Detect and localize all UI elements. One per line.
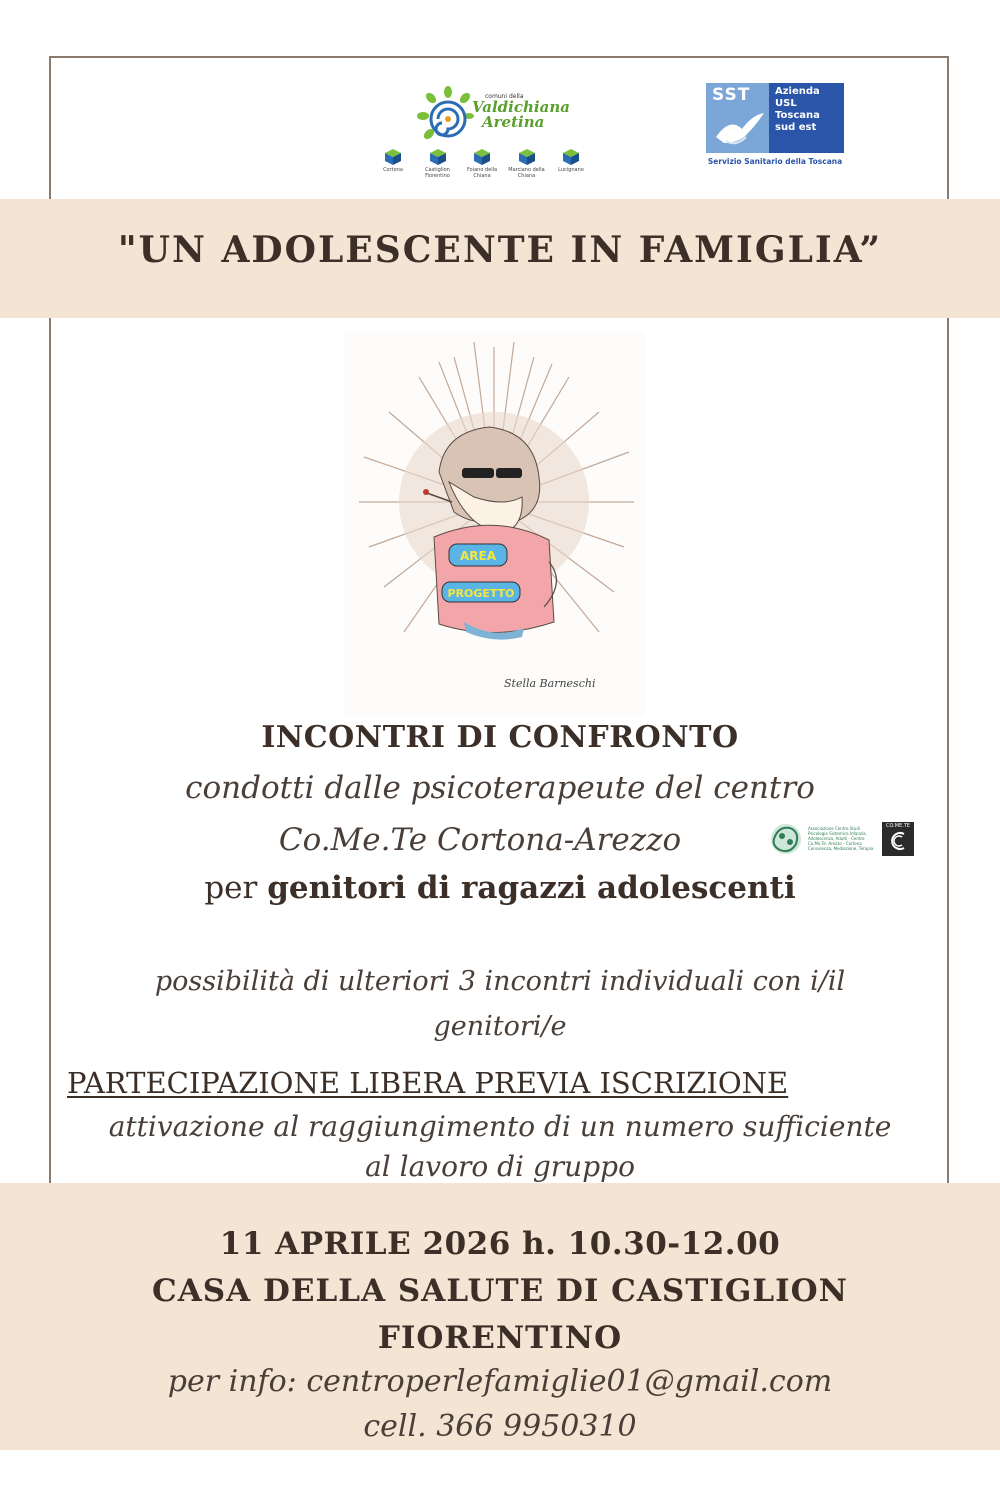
contact-email: per info: centroperlefamiglie01@gmail.com	[167, 1364, 833, 1399]
municipality-item	[417, 148, 459, 188]
illustration-drawing	[344, 332, 645, 716]
sst-logo	[700, 83, 850, 173]
shirt-word-progetto: PROGETTO	[447, 587, 515, 600]
activation-line1: attivazione al raggiungimento di un numero sufficiente	[108, 1110, 892, 1143]
municipality-label: Marciano della Chiana	[508, 167, 545, 179]
municipality-item	[372, 148, 414, 188]
possibility-line1: possibilità di ulteriori 3 incontri individuali con i/il	[154, 966, 846, 997]
sst-title: SST	[712, 85, 751, 105]
sst-line: sud est	[775, 122, 817, 133]
cube-icon	[473, 148, 491, 166]
porcupine-teen-illustration	[344, 332, 645, 716]
sst-line: USL	[775, 98, 797, 109]
participation-text: PARTECIPAZIONE LIBERA PREVIA ISCRIZIONE	[67, 1066, 789, 1100]
cube-icon	[429, 148, 447, 166]
target-audience: genitori di ragazzi adolescenti	[267, 870, 796, 906]
event-place-line2: FIORENTINO	[377, 1320, 623, 1356]
illustration-signature: Stella Barneschi	[504, 677, 596, 690]
sst-line: Azienda	[775, 86, 820, 97]
sst-lines	[775, 86, 841, 134]
valdichiana-logo	[372, 78, 592, 188]
target-audience-line	[0, 870, 1000, 906]
section-heading: INCONTRI DI CONFRONTO	[261, 720, 739, 755]
municipality-label: Lucignano	[558, 167, 584, 173]
municipality-list	[372, 148, 592, 188]
sst-caption: Servizio Sanitario della Toscana	[707, 157, 843, 166]
activation-line2: al lavoro di gruppo	[365, 1150, 635, 1183]
municipality-item	[506, 148, 548, 188]
come-te-box	[882, 822, 914, 856]
conducted-by-text: condotti dalle psicoterapeute del centro	[185, 770, 815, 806]
event-place-line1: CASA DELLA SALUTE DI CASTIGLION	[152, 1273, 848, 1309]
cube-icon	[518, 148, 536, 166]
cube-icon	[384, 148, 402, 166]
target-prefix: per	[204, 870, 258, 906]
municipality-item	[550, 148, 592, 188]
municipality-label: Castiglion Fiorentino	[425, 167, 450, 179]
valdichiana-name-line2: Aretina	[482, 113, 545, 131]
sst-line: Toscana	[775, 110, 820, 121]
swirl-sun-icon	[417, 86, 479, 148]
municipality-label: Cortona	[383, 167, 403, 173]
centre-name-text: Co.Me.Te Cortona-Arezzo	[278, 822, 682, 858]
page-title: "UN ADOLESCENTE IN FAMIGLIA”	[117, 229, 883, 271]
event-date: 11 APRILE 2026 h. 10.30-12.00	[219, 1226, 781, 1262]
cube-icon	[562, 148, 580, 166]
municipality-item	[461, 148, 503, 188]
come-te-text: Associazione Centro Studi Psicologia Sistemica Infanzia, Adolescenza, Adulti - Centro Co.Me.Te. Arezzo - Cortona Consulenza, Mediazione, Terapia	[808, 826, 874, 851]
valdichiana-name-line1: Valdichiana	[472, 98, 570, 116]
valdichiana-name	[472, 100, 570, 130]
possibility-line2: genitori/e	[433, 1011, 567, 1042]
municipality-label: Foiano della Chiana	[466, 167, 498, 179]
valdichiana-small-text: comuni della	[485, 93, 524, 100]
come-te-emblem-icon	[768, 822, 804, 856]
contact-phone: cell. 366 9950310	[363, 1409, 637, 1444]
shirt-word-area: AREA	[459, 549, 497, 563]
come-te-logo	[768, 820, 920, 860]
come-te-box-label: CO.ME.TE	[885, 823, 911, 829]
bird-icon	[712, 107, 767, 151]
